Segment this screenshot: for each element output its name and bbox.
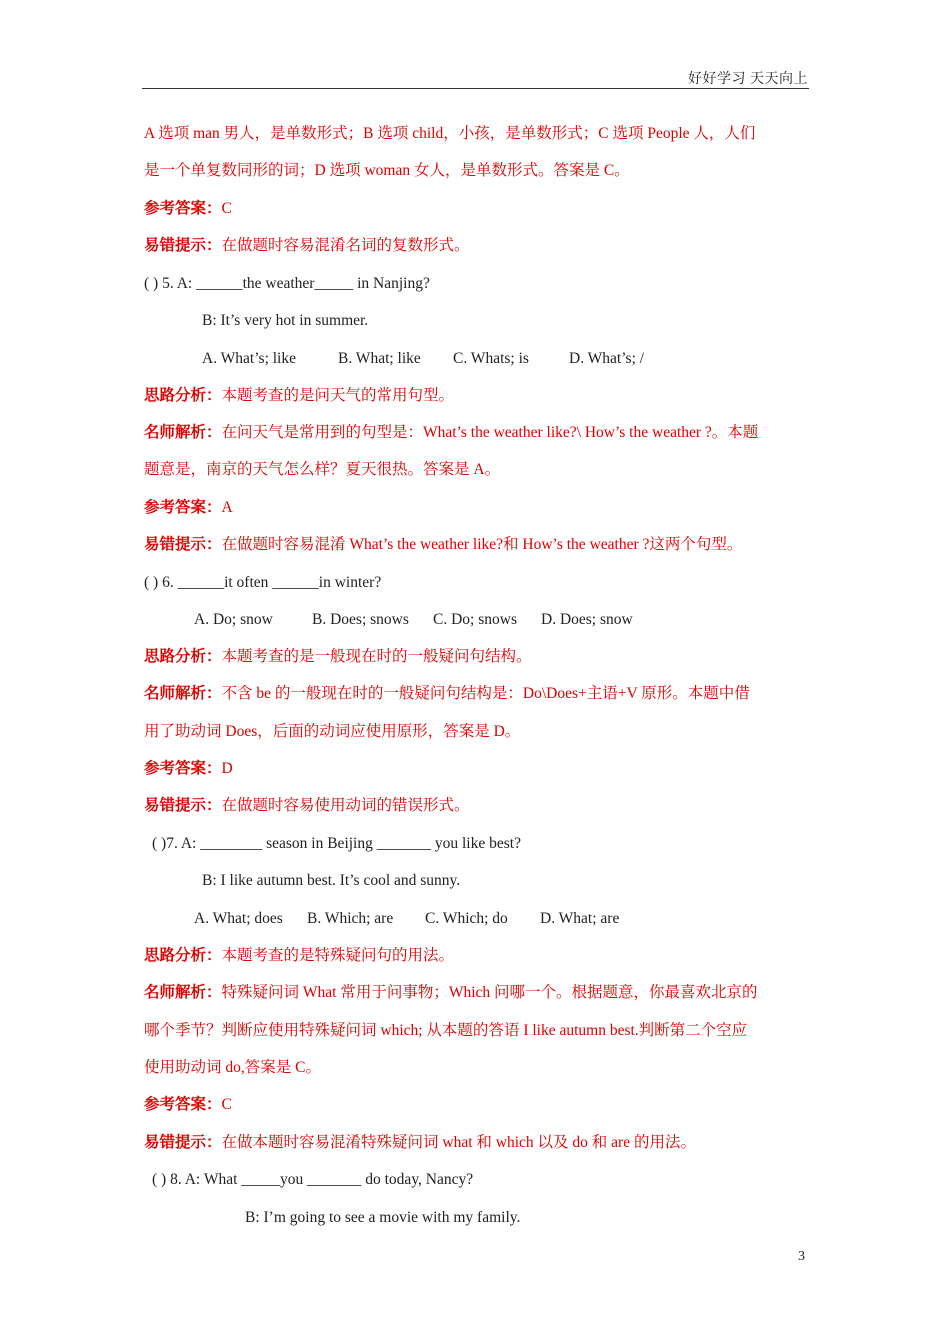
- option-a: A. What’s; like: [202, 350, 296, 367]
- idea-label: 思路分析：: [144, 387, 222, 404]
- answer-label: 参考答案：: [144, 499, 222, 516]
- q5-answer: [144, 498, 810, 518]
- q6-tip: [144, 796, 810, 816]
- tip-label: 易错提示：: [144, 1134, 222, 1151]
- q7-teacher-line-2: 哪个季节？判断应使用特殊疑问词 which; 从本题的答语 I like autumn best.判断第二个空应: [144, 1022, 748, 1039]
- q7-answer: [144, 1095, 810, 1115]
- header-slogan: 好好学习 天天向上: [688, 72, 808, 87]
- answer-text: C: [221, 1096, 232, 1113]
- tip-label: 易错提示：: [144, 536, 222, 553]
- q5-teacher-line-2: 题意是，南京的天气怎么样？夏天很热。答案是 A。: [144, 461, 501, 478]
- tip-label: 易错提示：: [144, 797, 222, 814]
- teacher-label: 名师解析：: [144, 984, 222, 1001]
- q4-tip: [144, 236, 810, 256]
- q7-reply: B: I like autumn best. It’s cool and sunny.: [202, 872, 461, 889]
- option-d: D. Does; snow: [541, 611, 633, 628]
- q6-teacher-line-2: 用了助动词 Does，后面的动词应使用原形，答案是 D。: [144, 723, 521, 740]
- q4-analysis-line-1: A 选项 man 男人，是单数形式；B 选项 child，小孩，是单数形式；C 选项 People 人，人们: [144, 125, 756, 142]
- q7-idea: [144, 946, 810, 966]
- teacher-label: 名师解析：: [144, 685, 222, 702]
- idea-label: 思路分析：: [144, 947, 222, 964]
- option-a: A. Do; snow: [194, 611, 273, 628]
- header-rule: [142, 88, 809, 89]
- q8-stem: ( ) 8. A: What _____you _______ do today, Nancy?: [152, 1171, 474, 1188]
- q5-tip: [144, 535, 810, 555]
- q5-reply: B: It’s very hot in summer.: [202, 312, 369, 329]
- q5-stem: ( ) 5. A: ______the weather_____ in Nanjing?: [144, 275, 430, 292]
- teacher-text: 不含 be 的一般现在时的一般疑问句结构是：Do\Does+主语+V 原形。本题中借: [221, 685, 750, 702]
- idea-text: 本题考查的是问天气的常用句型。: [221, 387, 455, 404]
- option-c: C. Whats; is: [453, 350, 529, 367]
- option-b: B. What; like: [338, 350, 421, 367]
- option-c: C. Do; snows: [433, 611, 517, 628]
- option-b: B. Does; snows: [312, 611, 409, 628]
- page-number: 3: [798, 1249, 805, 1264]
- q7-stem: ( )7. A: ________ season in Beijing _______ you like best?: [152, 835, 521, 852]
- q6-stem: ( ) 6. ______it often ______in winter?: [144, 574, 382, 591]
- answer-label: 参考答案：: [144, 200, 222, 217]
- tip-text: 在做题时容易使用动词的错误形式。: [221, 797, 470, 814]
- teacher-label: 名师解析：: [144, 424, 222, 441]
- tip-text: 在做题时容易混淆名词的复数形式。: [221, 237, 470, 254]
- q6-answer: [144, 759, 810, 779]
- q7-teacher-line-1: [144, 983, 810, 1003]
- answer-text: A: [221, 499, 233, 516]
- answer-text: D: [221, 760, 233, 777]
- q7-tip: [144, 1133, 810, 1153]
- tip-label: 易错提示：: [144, 237, 222, 254]
- option-a: A. What; does: [194, 910, 283, 927]
- answer-label: 参考答案：: [144, 760, 222, 777]
- q8-reply: B: I’m going to see a movie with my family.: [245, 1209, 521, 1226]
- teacher-text: 在问天气是常用到的句型是：What’s the weather like?\ How’s the weather ?。本题: [221, 424, 759, 441]
- q6-idea: [144, 647, 810, 667]
- q5-idea: [144, 386, 810, 406]
- option-d: D. What’s; /: [569, 350, 645, 367]
- answer-label: 参考答案：: [144, 1096, 222, 1113]
- q6-teacher-line-1: [144, 684, 810, 704]
- q4-analysis-line-2: 是一个单复数同形的词；D 选项 woman 女人，是单数形式。答案是 C。: [144, 162, 630, 179]
- option-c: C. Which; do: [425, 910, 508, 927]
- idea-text: 本题考查的是一般现在时的一般疑问句结构。: [221, 648, 532, 665]
- option-d: D. What; are: [540, 910, 620, 927]
- answer-text: C: [221, 200, 232, 217]
- q7-teacher-line-3: 使用助动词 do,答案是 C。: [144, 1059, 321, 1076]
- q4-answer: [144, 199, 810, 219]
- idea-label: 思路分析：: [144, 648, 222, 665]
- tip-text: 在做题时容易混淆 What’s the weather like?和 How’s the weather ?这两个句型。: [221, 536, 743, 553]
- idea-text: 本题考查的是特殊疑问句的用法。: [221, 947, 455, 964]
- option-b: B. Which; are: [307, 910, 394, 927]
- teacher-text: 特殊疑问词 What 常用于问事物；Which 问哪一个。根据题意，你最喜欢北京的: [221, 984, 758, 1001]
- tip-text: 在做本题时容易混淆特殊疑问词 what 和 which 以及 do 和 are 的用法。: [221, 1134, 696, 1151]
- q5-teacher-line-1: [144, 423, 810, 443]
